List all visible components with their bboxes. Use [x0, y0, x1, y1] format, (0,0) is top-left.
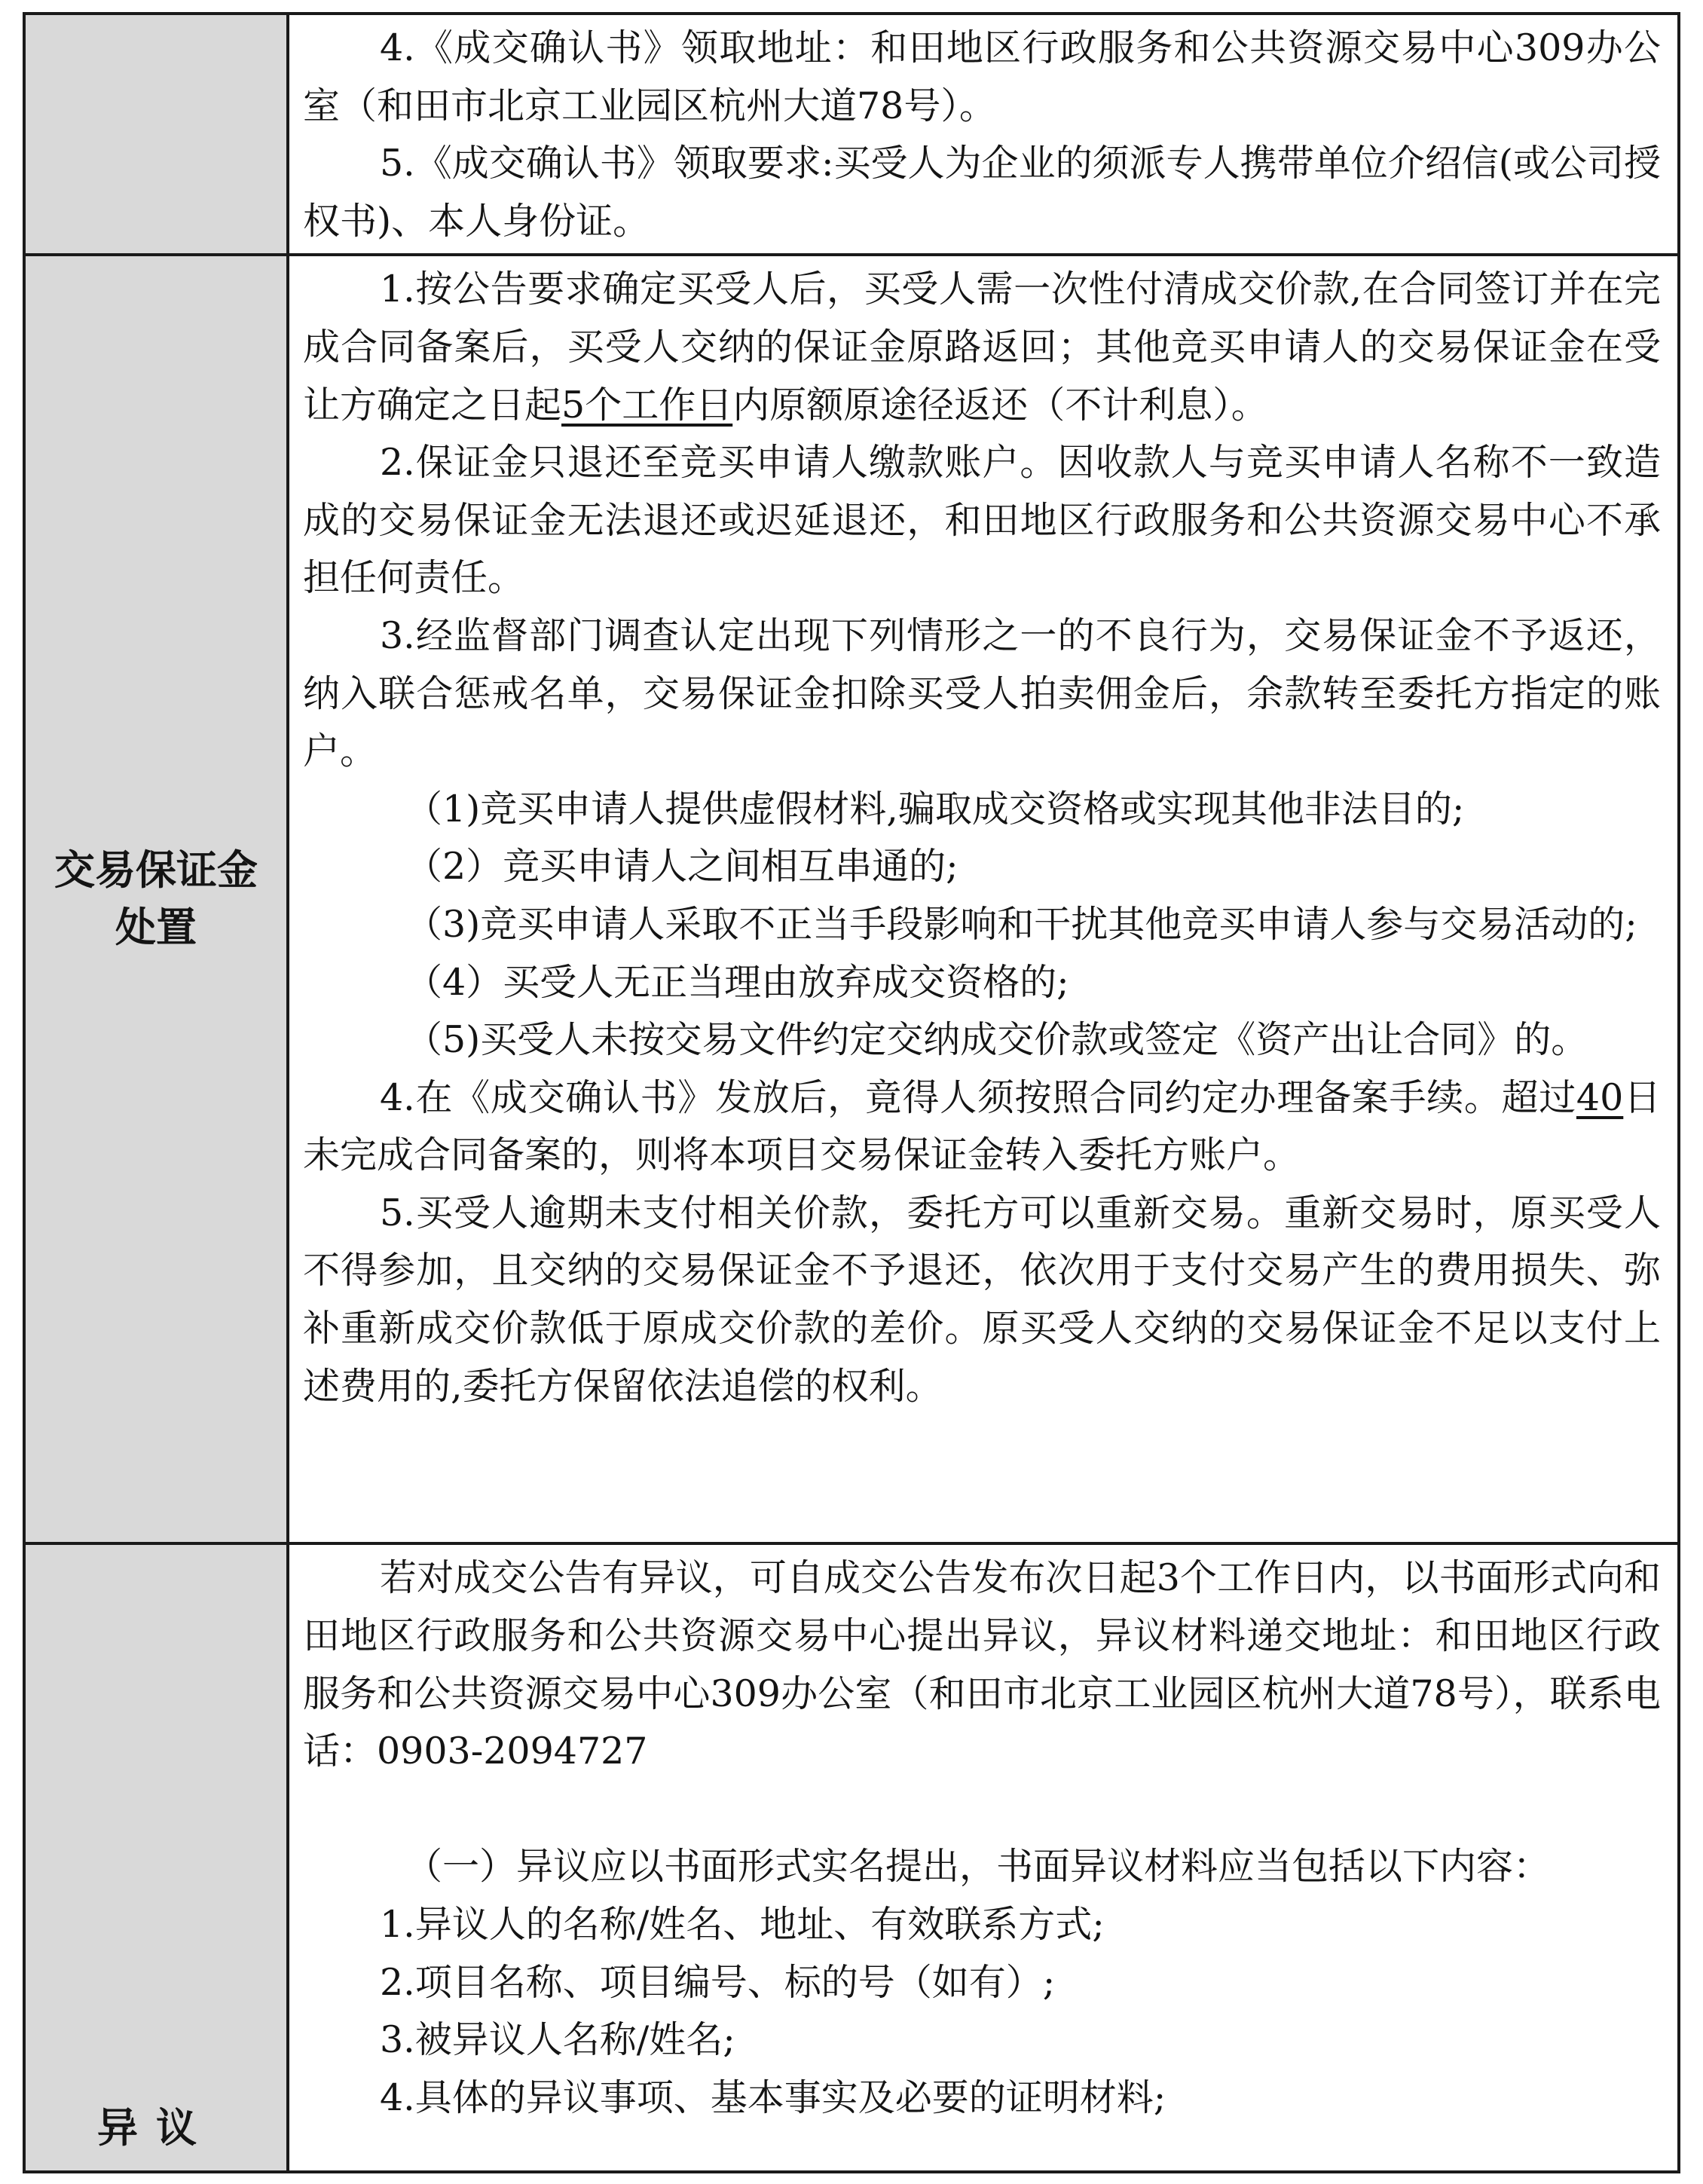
- list-item: （4）买受人无正当理由放弃成交资格的;: [405, 960, 1069, 1004]
- list-item: 1.异议人的名称/姓名、地址、有效联系方式;: [380, 1902, 1105, 1946]
- text-segment: 日未完成合同备案的，则将本项目交易保证金转入委托方账户。: [303, 1075, 1661, 1177]
- label-line-2: 处置: [115, 904, 197, 952]
- label-line-1: 交易保证金: [54, 846, 258, 895]
- underlined-days: 40: [1576, 1075, 1624, 1119]
- list-item: 4.具体的异议事项、基本事实及必要的证明材料;: [380, 2075, 1166, 2119]
- paragraph-objection-requirements: （一）异议应以书面形式实名提出，书面异议材料应当包括以下内容：: [405, 1845, 1551, 1889]
- label-objection: 异议: [97, 2104, 215, 2152]
- list-item: 2.项目名称、项目编号、标的号（如有）;: [380, 1960, 1056, 2004]
- paragraph-refund-account: 2.保证金只退还至竞买申请人缴款账户。因收款人与竞买申请人名称不一致造成的交易保证金无法退还或迟延退还，和田地区行政服务和公共资源交易中心不承担任何责任。: [303, 441, 1661, 600]
- paragraph-contract-filing: [303, 1069, 1661, 1185]
- paragraph-objection-intro: 若对成交公告有异议，可自成交公告发布次日起3个工作日内，以书面形式向和田地区行政服务和公共资源交易中心提出异议，异议材料递交地址：和田地区行政服务和公共资源交易中心309办公室（和田市北京工业园区杭州大道78号），联系电话：0903-2094727: [303, 1556, 1661, 1773]
- paragraph-pickup-requirements: 5.《成交确认书》领取要求:买受人为企业的须派专人携带单位介绍信(或公司授权书)、本人身份证。: [303, 142, 1661, 243]
- text-segment: 1.按公告要求确定买受人后，买受人需一次性付清成交价款,在合同签订并在完成合同备案后，买受人交纳的保证金原路返回；其他竞买申请人的交易保证金在受让方确定之日起: [303, 268, 1661, 427]
- row-content-objection: [288, 1543, 1679, 2172]
- underlined-days: 5个工作日: [561, 383, 733, 427]
- row-content-deposit-handling: [288, 255, 1679, 1543]
- row-label-deposit-handling: [24, 255, 288, 1543]
- paragraph-forfeit-conditions: 3.经监督部门调查认定出现下列情形之一的不良行为，交易保证金不予返还，纳入联合惩戒名单，交易保证金扣除买受人拍卖佣金后，余款转至委托方指定的账户。: [303, 613, 1661, 773]
- list-item: （5)买受人未按交易文件约定交纳成交价款或签定《资产出让合同》的。: [405, 1018, 1588, 1062]
- list-item: （1)竞买申请人提供虚假材料,骗取成交资格或实现其他非法目的;: [405, 787, 1465, 830]
- text-segment: 4.在《成交确认书》发放后，竟得人须按照合同约定办理备案手续。超过: [380, 1075, 1576, 1119]
- row-label-empty: [24, 14, 288, 255]
- blank-line: [303, 1781, 1661, 1839]
- list-item: （2）竞买申请人之间相互串通的;: [405, 845, 959, 889]
- table-row-objection: [24, 1543, 1679, 2172]
- text-segment: 内原额原途径返还（不计利息）。: [732, 383, 1268, 427]
- announcement-table: [23, 12, 1680, 2173]
- list-item: （3)竞买申请人采取不正当手段影响和干扰其他竞买申请人参与交易活动的;: [405, 902, 1637, 946]
- table-row-deposit-handling: [24, 255, 1679, 1543]
- table-row-confirmation-letter: [24, 14, 1679, 255]
- row-label-objection: [24, 1543, 288, 2172]
- row-content-confirmation-letter: [288, 14, 1679, 255]
- paragraph-deposit-refund: [303, 261, 1661, 434]
- paragraph-overdue-payment: 5.买受人逾期未支付相关价款，委托方可以重新交易。重新交易时，原买受人不得参加，且交纳的交易保证金不予退还，依次用于支付交易产生的费用损失、弥补重新成交价款低于原成交价款的差价。原买受人交纳的交易保证金不足以支付上述费用的,委托方保留依法追偿的权利。: [303, 1191, 1661, 1408]
- paragraph-pickup-address: 4.《成交确认书》领取地址：和田地区行政服务和公共资源交易中心309办公室（和田市北京工业园区杭州大道78号）。: [303, 26, 1661, 127]
- list-item: 3.被异议人名称/姓名;: [380, 2018, 735, 2062]
